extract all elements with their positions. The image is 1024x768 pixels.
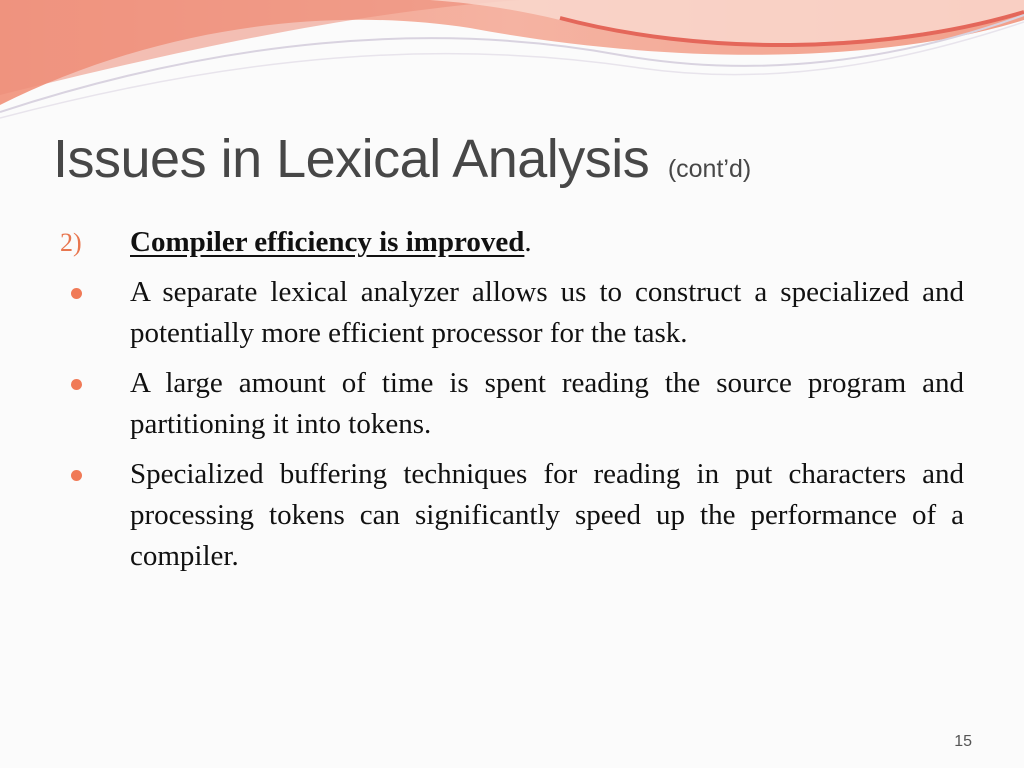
bullet-dot-icon <box>60 363 130 445</box>
header-wave-decoration <box>0 0 1024 130</box>
bullet-text: Specialized buffering techniques for reading in put characters and processing tokens can significantly speed up the performance of a compiler. <box>130 458 964 572</box>
bullet-dot-icon <box>60 272 130 354</box>
bullet-text: A separate lexical analyzer allows us to construct a specialized and potentially more efficient processor for the task. <box>130 276 964 349</box>
numbered-item-heading: Compiler efficiency is improved <box>130 226 525 258</box>
numbered-item-text <box>130 222 964 263</box>
slide-title-text: Issues in Lexical Analysis <box>53 129 650 189</box>
bullet-text: A large amount of time is spent reading the source program and partitioning it into tokens. <box>130 367 964 440</box>
bullet-item <box>60 272 964 354</box>
bullet-item <box>60 363 964 445</box>
bullet-dot-icon <box>60 454 130 577</box>
page-number: 15 <box>954 733 972 750</box>
numbered-marker: 2) <box>60 228 82 257</box>
slide-title <box>53 128 751 190</box>
slide-body <box>60 222 964 586</box>
bullet-item <box>60 454 964 577</box>
numbered-item <box>60 222 964 263</box>
slide-title-suffix: (cont’d) <box>667 155 752 183</box>
numbered-item-period: . <box>524 226 532 258</box>
